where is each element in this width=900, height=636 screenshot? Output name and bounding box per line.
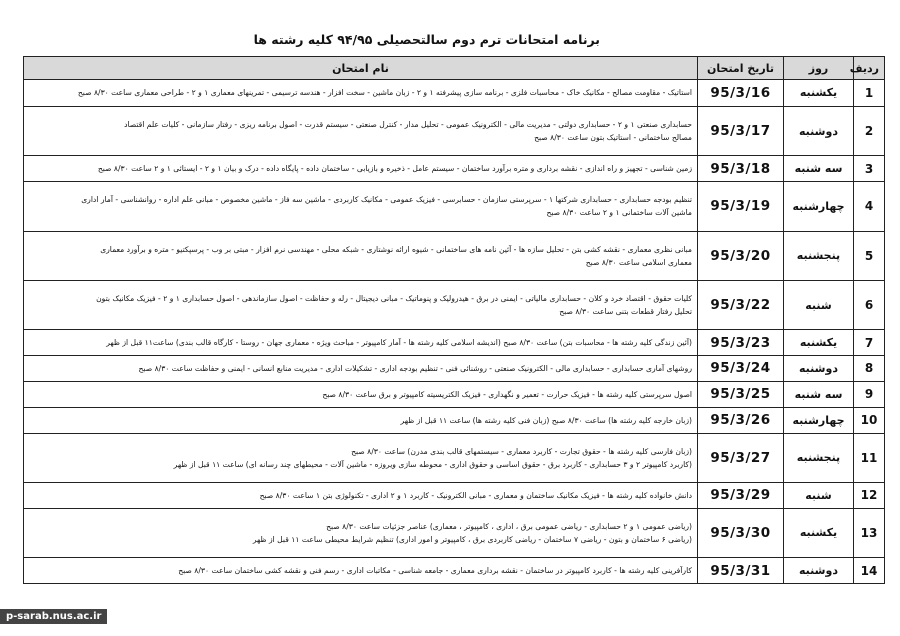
exam-line: تنظیم بودجه حسابداری - حسابداری شرکتها ۱ - سرپرستی سازمان - حسابرسی - فیزیک عمومی - مکانیک کاربردی - ماشین سه فاز - ماشین مخصوص - مبانی علم اداره - روانشناسی - آمار اداری — [81, 195, 692, 205]
row-exams — [24, 182, 698, 231]
exam-line: مصالح ساختمانی - استاتیک بتون ساعت ۸/۳۰ صبح — [534, 133, 692, 143]
row-index: 6 — [854, 280, 885, 329]
row-index: 7 — [854, 330, 885, 356]
exam-line: (آئین زندگی کلیه رشته ها - محاسبات بتن) ساعت ۸/۳۰ صبح (اندیشه اسلامی کلیه رشته ها - آمار کامپیوتر - مباحث ویژه - معماری جهان - روستا - کارگاه قالب بندی) ساعت۱۱ قبل از ظهر — [106, 338, 692, 348]
row-day: پنجشنبه — [784, 231, 854, 280]
row-exams — [24, 356, 698, 382]
table-row — [24, 558, 885, 584]
header-index: ردیف — [854, 57, 885, 80]
row-date: 95/3/24 — [698, 356, 784, 382]
table-row — [24, 182, 885, 231]
row-date: 95/3/22 — [698, 280, 784, 329]
row-exams — [24, 407, 698, 433]
row-day: شنبه — [784, 280, 854, 329]
exam-line: معماری اسلامی ساعت ۸/۳۰ صبح — [585, 257, 692, 267]
row-day: دوشنبه — [784, 106, 854, 155]
header-exams: نام امتحان — [24, 57, 698, 80]
table-row — [24, 280, 885, 329]
exam-schedule-table — [23, 56, 885, 584]
exam-line: (ریاضی ۶ ساختمان و بتون - ریاضی ۷ ساختمان - ریاضی کاربردی برق ، کامپیوتر و امور اداری) تنظیم شرایط محیطی ساعت ۱۱ قبل از ظهر — [252, 534, 692, 544]
row-index: 4 — [854, 182, 885, 231]
exam-line: (زبان خارجه کلیه رشته ها) ساعت ۸/۳۰ صبح (زبان فنی کلیه رشته ها) ساعت ۱۱ قبل از ظهر — [400, 415, 692, 425]
row-day: سه شنبه — [784, 381, 854, 407]
table-row — [24, 482, 885, 508]
row-day: دوشنبه — [784, 558, 854, 584]
row-exams — [24, 433, 698, 482]
row-exams — [24, 508, 698, 557]
exam-line: تحلیل رفتار قطعات بتنی ساعت ۸/۳۰ صبح — [559, 307, 692, 317]
site-watermark: p-sarab.nus.ac.ir — [0, 609, 107, 624]
exam-line: استاتیک - مقاومت مصالح - مکانیک خاک - محاسبات فلزی - برنامه سازی پیشرفته ۱ و ۲ - زبان ماشین - سخت افزار - هندسه ترسیمی - تمرینهای معماری ۱ و ۲ - طراحی معماری ساعت ۸/۳۰ صبح — [77, 88, 692, 98]
table-row — [24, 356, 885, 382]
row-exams — [24, 482, 698, 508]
row-exams — [24, 156, 698, 182]
exam-line: اصول سرپرستی کلیه رشته ها - فیزیک حرارت - تعمیر و نگهداری - فیزیک الکتریسیته کامپیوتر و برق ساعت ۸/۳۰ صبح — [322, 389, 692, 399]
row-index: 11 — [854, 433, 885, 482]
row-day: چهارشنبه — [784, 407, 854, 433]
exam-line: (کاربرد کامپیوتر ۲ و ۳ حسابداری - کاربرد برق - حقوق اساسی و حقوق اداری - محوطه سازی ویروزه - ماشین آلات - محیطهای چند رسانه ای) ساعت ۱۱ قبل از ظهر — [173, 459, 692, 469]
row-date: 95/3/30 — [698, 508, 784, 557]
table-row — [24, 407, 885, 433]
row-date: 95/3/25 — [698, 381, 784, 407]
row-date: 95/3/26 — [698, 407, 784, 433]
exam-line: مبانی نظری معماری - نقشه کشی بتن - تحلیل سازه ها - آئین نامه های ساختمانی - شیوه ارائه نوشتاری - شبکه محلی - مهندسی نرم افزار - مبتی بر وب - پرسپکتیو - متره و برآورد معماری — [100, 244, 692, 254]
table-row — [24, 231, 885, 280]
row-index: 5 — [854, 231, 885, 280]
row-day: یکشنبه — [784, 330, 854, 356]
exam-line: زمین شناسی - تجهیز و راه اندازی - نقشه برداری و متره برآورد ساختمان - سیستم عامل - ذخیره و بازیابی - ساختمان داده - پایگاه داده - درک و بیان ۱ و ۲ - ایستائی ۱ و ۲ ساعت ۸/۳۰ صبح — [97, 164, 692, 174]
row-index: 8 — [854, 356, 885, 382]
exam-line: (زبان فارسی کلیه رشته ها - حقوق تجارت - کاربرد معماری - سیستمهای قالب بندی مدرن) ساعت ۸/۳۰ صبح — [351, 446, 692, 456]
row-day: سه شنبه — [784, 156, 854, 182]
row-index: 12 — [854, 482, 885, 508]
table-row — [24, 106, 885, 155]
table-header-row — [24, 57, 885, 80]
row-exams — [24, 106, 698, 155]
table-row — [24, 156, 885, 182]
exam-line: کارآفرینی کلیه رشته ها - کاربرد کامپیوتر در ساختمان - نقشه برداری معماری - جامعه شناسی - مکاتبات اداری - رسم فنی و نقشه کشی ساختمان ساعت ۸/۳۰ صبح — [178, 566, 692, 576]
header-day: روز — [784, 57, 854, 80]
row-exams — [24, 231, 698, 280]
row-index: 1 — [854, 80, 885, 107]
exam-line: حسابداری صنعتی ۱ و ۲ - حسابداری دولتی - مدیریت مالی - الکترونیک عمومی - تحلیل مدار - کنترل صنعتی - سیستم قدرت - اصول برنامه ریزی - رفتار سازمانی - کلیات علم اقتصاد — [124, 120, 692, 130]
row-exams — [24, 330, 698, 356]
row-date: 95/3/31 — [698, 558, 784, 584]
row-day: شنبه — [784, 482, 854, 508]
row-index: 2 — [854, 106, 885, 155]
row-day: یکشنبه — [784, 508, 854, 557]
row-index: 13 — [854, 508, 885, 557]
page-title: برنامه امتحانات ترم دوم سالتحصیلی ۹۴/۹۵ کلیه رشته ها — [253, 32, 600, 47]
row-exams — [24, 80, 698, 107]
row-date: 95/3/18 — [698, 156, 784, 182]
row-date: 95/3/16 — [698, 80, 784, 107]
exam-line: دانش خانواده کلیه رشته ها - فیزیک مکانیک ساختمان و معماری - مبانی الکترونیک - کاربرد ۱ و ۲ اداری - تکنولوژی بتن ۱ ساعت ۸/۳۰ صبح — [259, 490, 692, 500]
row-exams — [24, 280, 698, 329]
table-row — [24, 508, 885, 557]
table-row — [24, 80, 885, 107]
table-row — [24, 433, 885, 482]
table-row — [24, 330, 885, 356]
row-day: دوشنبه — [784, 356, 854, 382]
row-date: 95/3/23 — [698, 330, 784, 356]
row-index: 10 — [854, 407, 885, 433]
row-index: 14 — [854, 558, 885, 584]
row-day: پنجشنبه — [784, 433, 854, 482]
exam-line: روشهای آماری حسابداری - حسابداری مالی - الکترونیک صنعتی - روشنائی فنی - تنظیم بودجه اداری - تشکیلات اداری - مدیریت منابع انسانی - ایمنی و حفاظت ساعت ۸/۳۰ صبح — [138, 363, 692, 373]
row-index: 3 — [854, 156, 885, 182]
table-row — [24, 381, 885, 407]
header-date: تاریخ امتحان — [698, 57, 784, 80]
exam-line: (ریاضی عمومی ۱ و ۲ حسابداری - ریاضی عمومی برق ، اداری ، کامپیوتر ، معماری) عناصر جزئیات ساعت ۸/۳۰ صبح — [326, 521, 692, 531]
row-date: 95/3/29 — [698, 482, 784, 508]
row-day: چهارشنبه — [784, 182, 854, 231]
row-date: 95/3/27 — [698, 433, 784, 482]
exam-line: کلیات حقوق - اقتصاد خرد و کلان - حسابداری مالیاتی - ایمنی در برق - هیدرولیک و پنوماتیک - مبانی دیجیتال - رله و حفاظت - اصول سازماندهی - اصول حسابداری ۱ و ۲ - فیزیک مکانیک بتون — [96, 294, 692, 304]
row-date: 95/3/17 — [698, 106, 784, 155]
row-date: 95/3/19 — [698, 182, 784, 231]
row-exams — [24, 381, 698, 407]
exam-line: ماشین آلات ساختمانی ۱ و ۲ ساعت ۸/۳۰ صبح — [546, 208, 692, 218]
row-index: 9 — [854, 381, 885, 407]
row-exams — [24, 558, 698, 584]
row-day: یکشنبه — [784, 80, 854, 107]
row-date: 95/3/20 — [698, 231, 784, 280]
